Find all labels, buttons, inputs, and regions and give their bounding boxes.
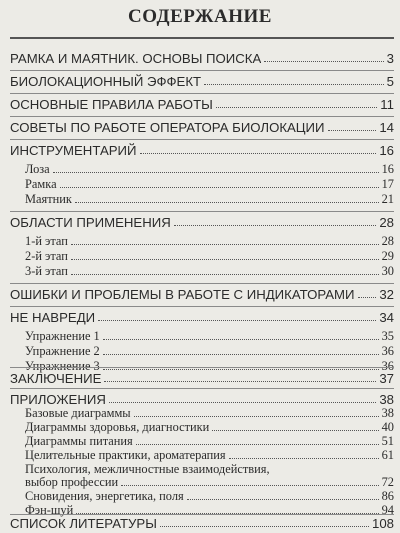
divider — [10, 70, 394, 71]
divider — [10, 93, 394, 94]
entry-page: 30 — [381, 264, 394, 278]
entry-label: БИОЛОКАЦИОННЫЙ ЭФФЕКТ — [10, 74, 202, 89]
entry-label: Маятник — [25, 192, 72, 206]
toc-subentry[interactable] — [10, 192, 394, 207]
entry-label: Базовые диаграммы — [25, 406, 131, 420]
toc-subentry[interactable] — [10, 344, 394, 359]
leader-dots — [264, 61, 383, 62]
entry-label: Рамка — [25, 177, 57, 191]
entry-page: 29 — [381, 249, 394, 263]
leader-dots — [103, 339, 379, 340]
leader-dots — [212, 430, 378, 431]
toc-subentry[interactable] — [10, 162, 394, 177]
entry-label: ИНСТРУМЕНТАРИЙ — [10, 143, 137, 158]
entry-label: Психология, межличностные взаимодействия, — [25, 462, 270, 476]
toc-entry[interactable] — [10, 310, 394, 325]
toc-entry[interactable] — [10, 215, 394, 230]
divider — [10, 388, 394, 389]
entry-label: СПИСОК ЛИТЕРАТУРЫ — [10, 516, 157, 531]
entry-page: 16 — [379, 143, 394, 158]
entry-label: ОСНОВНЫЕ ПРАВИЛА РАБОТЫ — [10, 97, 213, 112]
leader-dots — [229, 458, 379, 459]
entry-label: Фэн-шуй — [25, 503, 74, 517]
entry-label: Упражнение 3 — [25, 359, 100, 373]
toc-entry[interactable] — [10, 120, 394, 135]
toc-subentry[interactable] — [10, 420, 394, 435]
entry-label: 3-й этап — [25, 264, 68, 278]
divider — [10, 116, 394, 117]
entry-label: 2-й этап — [25, 249, 68, 263]
divider — [10, 306, 394, 307]
leader-dots — [53, 172, 379, 173]
toc-subentry[interactable] — [10, 264, 394, 279]
entry-label: ОБЛАСТИ ПРИМЕНЕНИЯ — [10, 215, 171, 230]
entry-page: 51 — [381, 434, 394, 448]
entry-page: 36 — [381, 359, 394, 373]
leader-dots — [103, 354, 379, 355]
entry-label: СОВЕТЫ ПО РАБОТЕ ОПЕРАТОРА БИОЛОКАЦИИ — [10, 120, 325, 135]
entry-page: 35 — [381, 329, 394, 343]
leader-dots — [216, 107, 378, 108]
toc-subentry[interactable] — [10, 475, 394, 490]
toc-entry[interactable] — [10, 143, 394, 158]
toc-subentry[interactable] — [10, 448, 394, 463]
toc-entry[interactable] — [10, 516, 394, 531]
entry-page: 38 — [381, 406, 394, 420]
entry-page: 11 — [380, 97, 394, 112]
entry-label: Диаграммы здоровья, диагностики — [25, 420, 210, 434]
entry-page: 36 — [381, 344, 394, 358]
entry-page: 108 — [371, 516, 394, 531]
divider — [10, 139, 394, 140]
entry-label: Упражнение 2 — [25, 344, 100, 358]
leader-dots — [98, 320, 376, 321]
leader-dots — [104, 381, 376, 382]
leader-dots — [109, 402, 376, 403]
entry-label: Сновидения, энергетика, поля — [25, 489, 184, 503]
entry-label: Диаграммы питания — [25, 434, 133, 448]
divider — [10, 514, 394, 515]
leader-dots — [328, 130, 377, 131]
leader-dots — [174, 225, 377, 226]
toc-entry[interactable] — [10, 287, 394, 302]
entry-page: 32 — [379, 287, 394, 302]
leader-dots — [160, 526, 369, 527]
entry-label: Лоза — [25, 162, 50, 176]
entry-page: 86 — [381, 489, 394, 503]
toc-subentry[interactable] — [10, 234, 394, 249]
entry-page: 34 — [379, 310, 394, 325]
leader-dots — [140, 153, 377, 154]
entry-page: 40 — [381, 420, 394, 434]
entry-page: 61 — [381, 448, 394, 462]
toc-entry[interactable] — [10, 371, 394, 386]
entry-page: 94 — [381, 503, 394, 517]
leader-dots — [358, 297, 377, 298]
entry-page: 28 — [381, 234, 394, 248]
toc-entry[interactable] — [10, 97, 394, 112]
leader-dots — [134, 416, 379, 417]
leader-dots — [71, 274, 379, 275]
entry-page: 5 — [386, 74, 394, 89]
divider — [10, 283, 394, 284]
entry-label: выбор профессии — [25, 475, 119, 489]
entry-label: Целительные практики, ароматерапия — [25, 448, 226, 462]
entry-page: 21 — [381, 192, 394, 206]
leader-dots — [75, 202, 379, 203]
title-rule — [10, 37, 394, 39]
leader-dots — [71, 244, 379, 245]
toc-subentry[interactable] — [10, 406, 394, 421]
leader-dots — [187, 499, 379, 500]
entry-label: НЕ НАВРЕДИ — [10, 310, 96, 325]
leader-dots — [71, 259, 379, 260]
leader-dots — [204, 84, 384, 85]
entry-page: 3 — [386, 51, 394, 66]
entry-label: РАМКА И МАЯТНИК. ОСНОВЫ ПОИСКА — [10, 51, 262, 66]
entry-page: 14 — [379, 120, 394, 135]
entry-label: 1-й этап — [25, 234, 68, 248]
toc-entry[interactable] — [10, 392, 394, 407]
toc-entry[interactable] — [10, 51, 394, 66]
entry-page: 38 — [379, 392, 394, 407]
entry-page: 17 — [381, 177, 394, 191]
leader-dots — [60, 187, 379, 188]
toc-subentry[interactable] — [10, 434, 394, 449]
toc-subentry[interactable] — [10, 329, 394, 344]
entry-page: 16 — [381, 162, 394, 176]
entry-label: Упражнение 1 — [25, 329, 100, 343]
leader-dots — [121, 485, 379, 486]
page-title: СОДЕРЖАНИЕ — [128, 6, 272, 27]
leader-dots — [136, 444, 379, 445]
toc-entry[interactable] — [10, 74, 394, 89]
entry-page: 37 — [379, 371, 394, 386]
divider — [10, 211, 394, 212]
divider — [10, 367, 394, 368]
toc-subentry[interactable] — [10, 177, 394, 192]
toc-subentry[interactable] — [10, 489, 394, 504]
entry-label: ПРИЛОЖЕНИЯ — [10, 392, 106, 407]
leader-dots — [103, 369, 379, 370]
entry-label: ОШИБКИ И ПРОБЛЕМЫ В РАБОТЕ С ИНДИКАТОРАМИ — [10, 287, 355, 302]
toc-subentry[interactable] — [10, 249, 394, 264]
entry-page: 28 — [379, 215, 394, 230]
entry-label: ЗАКЛЮЧЕНИЕ — [10, 371, 102, 386]
entry-page: 72 — [381, 475, 394, 489]
